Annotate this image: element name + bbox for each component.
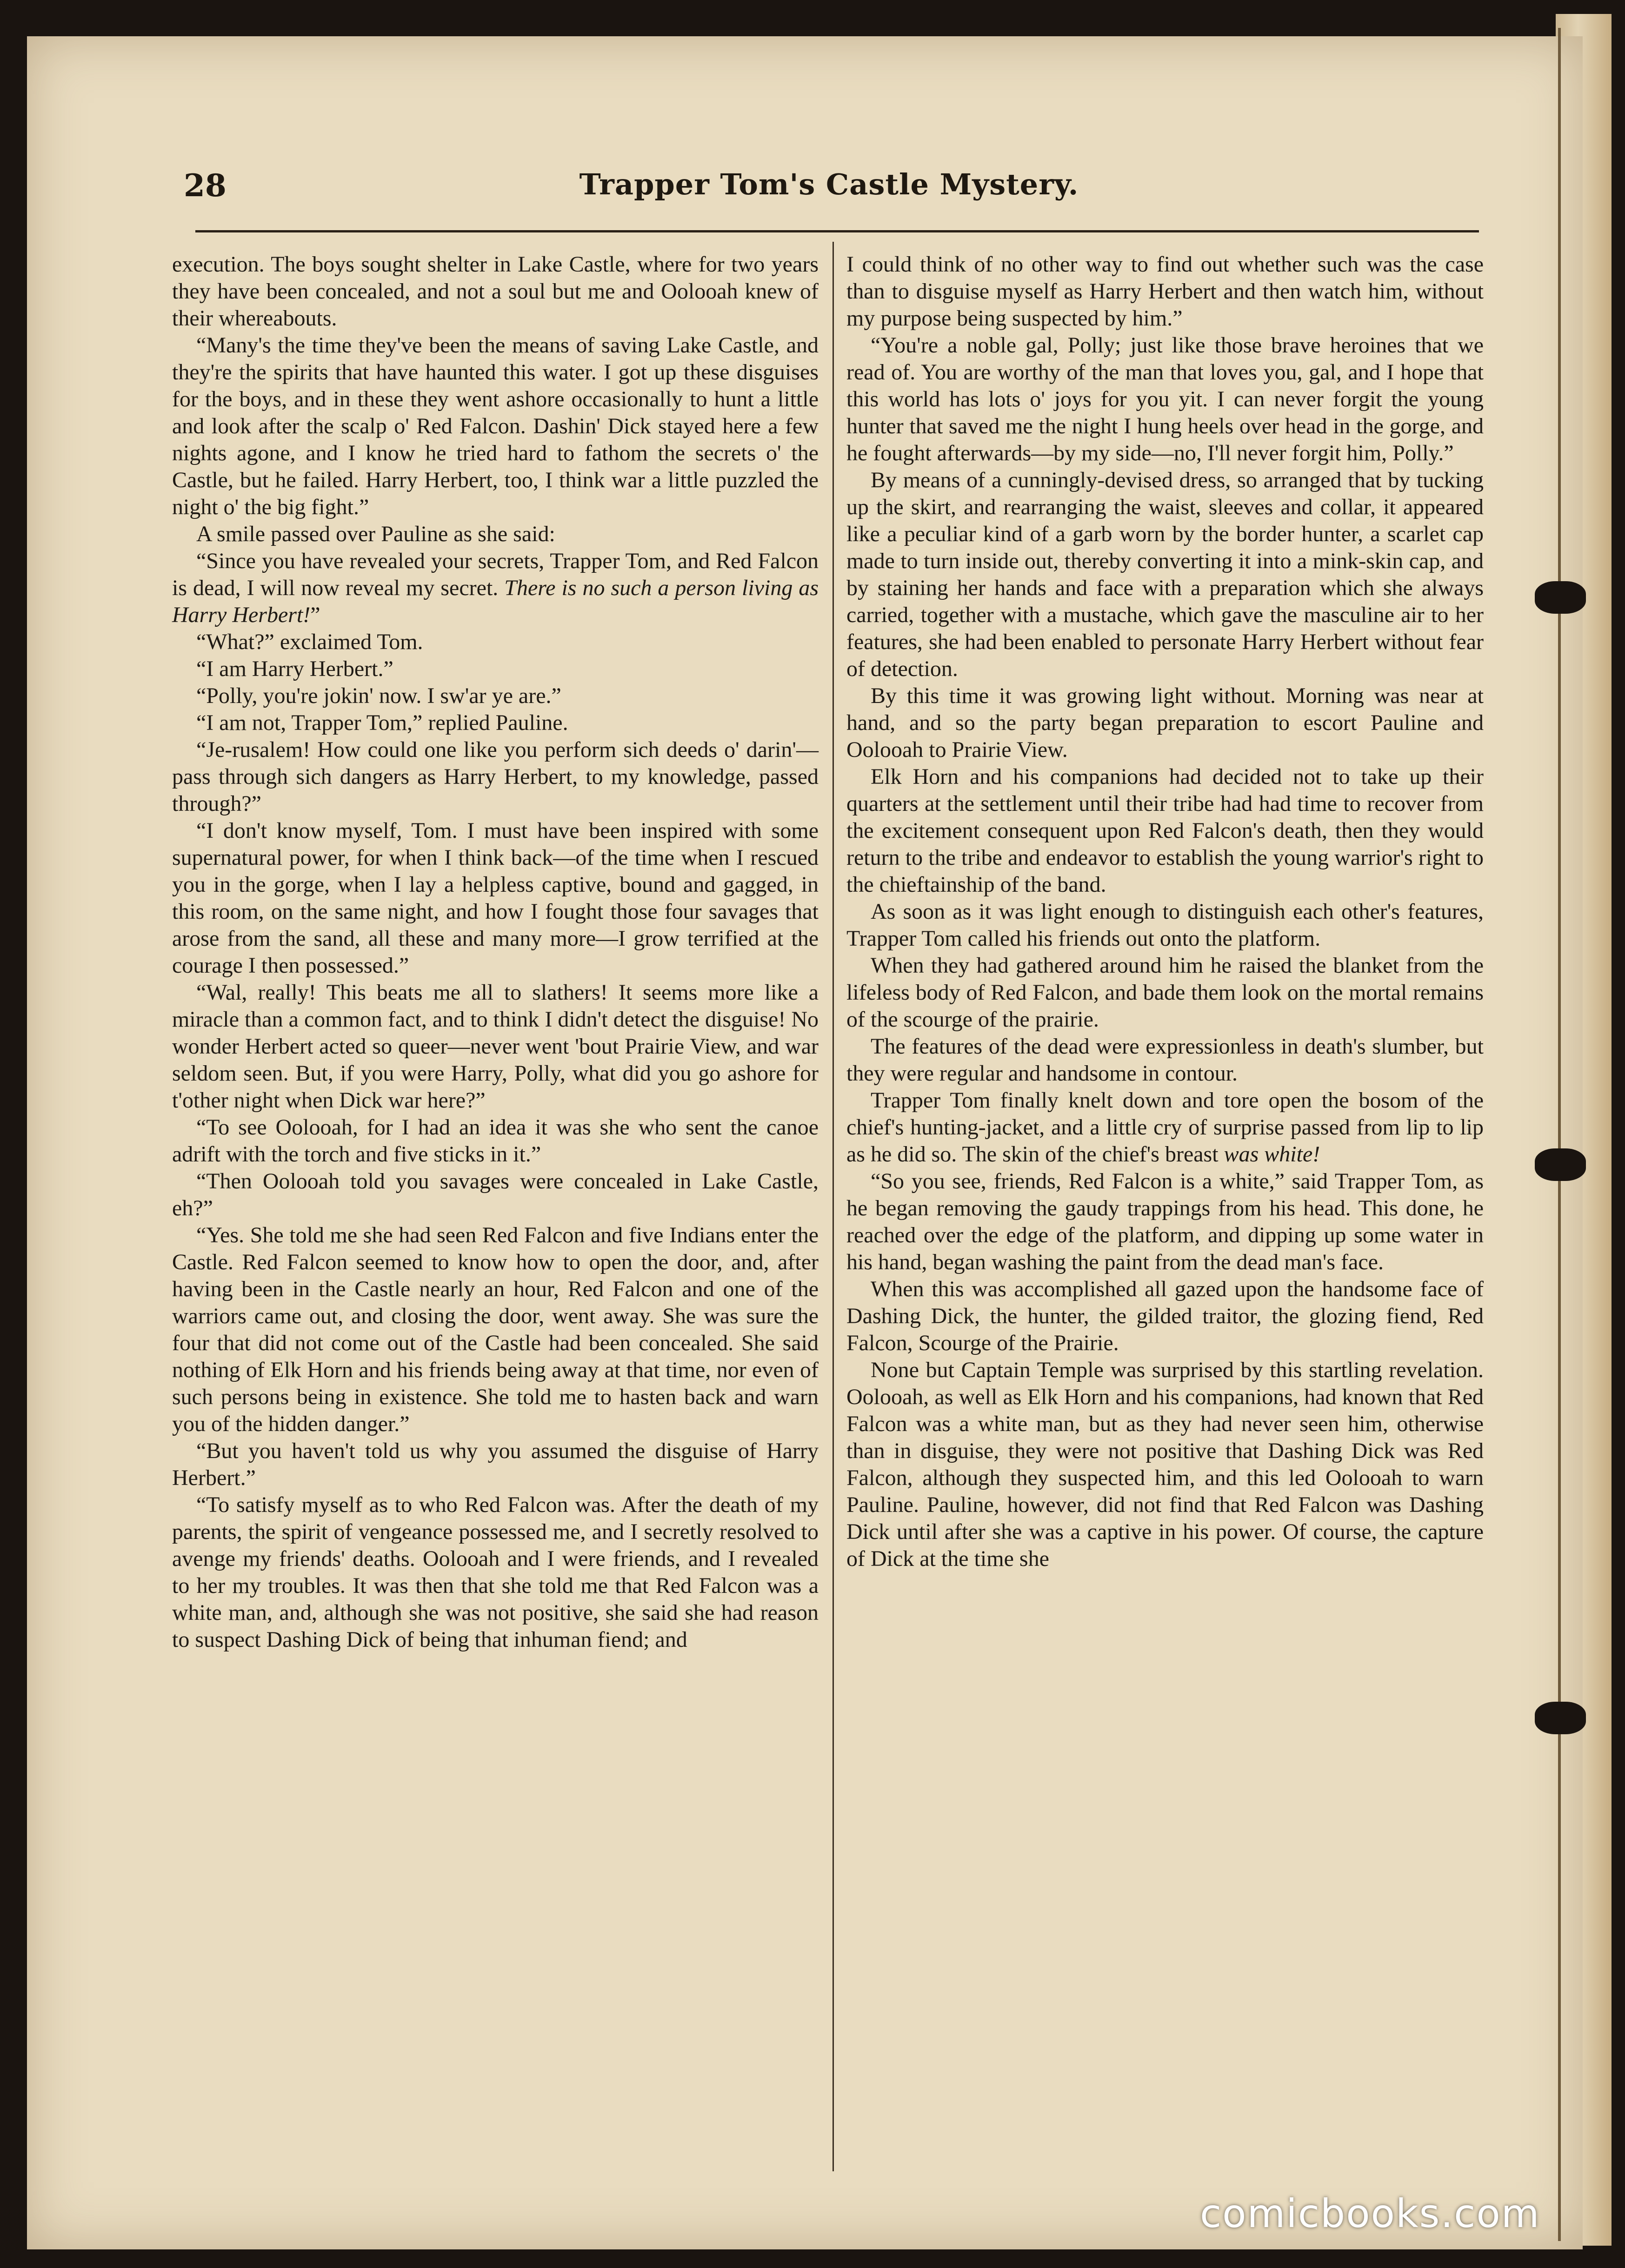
paragraph: “Then Oolooah told you savages were concealed in Lake Castle, eh?” (172, 1169, 819, 1220)
paragraph: “But you haven't told us why you assumed the disguise of Harry Herbert.” (172, 1439, 819, 1490)
paragraph: By means of a cunningly-devised dress, so arranged that by tucking up the skirt, and rearranging the waist, sleeves and collar, it appeared like a peculiar kind of a garb worn by the border hunter, a scarlet cap made to turn inside out, thereby converting it into a mink-skin cap, and by staining her hands and face with a preparation which she always carried, together with a mustache, which gave the masculine air to her features, she had been enabled to personate Harry Herbert without fear of detection. (846, 468, 1484, 681)
left-column (172, 251, 819, 1653)
paragraph: “Yes. She told me she had seen Red Falcon and five Indians enter the Castle. Red Falcon seemed to know how to open the door, and, after having been in the Castle nearly an hour, Red Falcon and one of the warriors came out, and closing the door, went away. She was sure the four that did not come out of the Castle had been concealed. She said nothing of Elk Horn and his friends being away at that time, nor even of such persons being in existence. She told me to hasten back and warn you of the hidden danger.” (172, 1223, 819, 1436)
page-tear (1535, 1148, 1586, 1181)
header-rule (195, 230, 1479, 232)
page-tear (1535, 1702, 1586, 1734)
paragraph: Trapper Tom finally knelt down and tore open the bosom of the chief's hunting-jacket, and a little cry of surprise passed from lip to lip as he did so. The skin of the chief's breast was white! (846, 1088, 1484, 1167)
page-header (184, 167, 1474, 209)
paragraph: When this was accomplished all gazed upon the handsome face of Dashing Dick, the hunter, the gilded traitor, the glozing fiend, Red Falcon, Scourge of the Prairie. (846, 1277, 1484, 1355)
page-tear (1535, 581, 1586, 614)
column-divider (832, 242, 834, 2171)
paragraph: “Wal, really! This beats me all to slathers! It seems more like a miracle than a common fact, and to think I didn't detect the disguise! No wonder Herbert acted so queer—never went 'bout Prairie View, and war seldom seen. But, if you were Harry, Polly, what did you go ashore for t'other night when Dick war here?” (172, 980, 819, 1113)
paragraph: “To see Oolooah, for I had an idea it was she who sent the canoe adrift with the torch and five sticks in it.” (172, 1115, 819, 1167)
paragraph: As soon as it was light enough to distinguish each other's features, Trapper Tom called his friends out onto the platform. (846, 899, 1484, 951)
paragraph: “Je-rusalem! How could one like you perform sich deeds o' darin'—pass through sich dangers as Harry Herbert, to my knowledge, passed through?” (172, 737, 819, 816)
page-number: 28 (184, 167, 226, 204)
paragraph: “What?” exclaimed Tom. (196, 630, 423, 654)
paragraph: “Polly, you're jokin' now. I sw'ar ye are.” (196, 683, 561, 708)
paragraph: “I am Harry Herbert.” (196, 657, 393, 681)
paragraph: “I don't know myself, Tom. I must have been inspired with some supernatural power, for when I think back—of the time when I rescued you in the gorge, when I lay a helpless captive, bound and gagged, in this room, on the same night, and how I fought those four savages that arose from the sand, all these and many more—I grow terrified at the courage I then possessed.” (172, 818, 819, 978)
right-column (846, 251, 1484, 1572)
paragraph: “To satisfy myself as to who Red Falcon was. After the death of my parents, the spirit of vengeance possessed me, and I secretly resolved to avenge my friends' deaths. Oolooah and I were friends, and I revealed to her my troubles. It was then that she told me that Red Falcon was a white man, and, although she was not positive, she said she had reason to suspect Dashing Dick of being that inhuman fiend; and (172, 1492, 819, 1652)
paragraph: When they had gathered around him he raised the blanket from the lifeless body of Red Falcon, and bade them look on the mortal remains of the scourge of the prairie. (846, 953, 1484, 1032)
page-spine (1558, 28, 1561, 2241)
paragraph: “Many's the time they've been the means of saving Lake Castle, and they're the spirits that have haunted this water. I got up these disguises for the boys, and in these they went ashore occasionally to hunt a little and look after the scalp o' Red Falcon. Dashin' Dick stayed here a few nights agone, and I know he tried hard to fathom the secrets o' the Castle, but he failed. Harry Herbert, too, I think war a little puzzled the night o' the big fight.” (172, 333, 819, 519)
watermark: comicbooks.com (1200, 2191, 1540, 2236)
paragraph: “Since you have revealed your secrets, Trapper Tom, and Red Falcon is dead, I will now reveal my secret. There is no such a person living as Harry Herbert!” (172, 549, 819, 627)
paragraph: Elk Horn and his companions had decided not to take up their quarters at the settlement until their tribe had had time to recover from the excitement consequent upon Red Falcon's death, then they would return to the tribe and endeavor to establish the young warrior's right to the chieftainship of the band. (846, 764, 1484, 897)
paragraph: “You're a noble gal, Polly; just like those brave heroines that we read of. You are worthy of the man that loves you, gal, and I hope that this world has lots o' joys for you yit. I can never forgit the young hunter that saved me the night I hung heels over head in the gorge, and he fought afterwards—by my side—no, I'll never forgit him, Polly.” (846, 333, 1484, 465)
paragraph: execution. The boys sought shelter in Lake Castle, where for two years they have been concealed, and not a soul but me and Oolooah knew of their whereabouts. (172, 252, 819, 331)
paragraph: By this time it was growing light without. Morning was near at hand, and so the party began preparation to escort Pauline and Oolooah to Prairie View. (846, 683, 1484, 762)
paragraph: “So you see, friends, Red Falcon is a white,” said Trapper Tom, as he began removing the gaudy trappings from his head. This done, he reached over the edge of the platform, and dipping up some water in his hand, began washing the paint from the dead man's face. (846, 1169, 1484, 1274)
paragraph: “I am not, Trapper Tom,” replied Pauline. (196, 710, 568, 735)
paragraph: None but Captain Temple was surprised by this startling revelation. Oolooah, as well as Elk Horn and his companions, had known that Red Falcon was a white man, but as they had never seen him, otherwise than in disguise, they were not positive that Dashing Dick was Red Falcon, although they suspected him, and this led Oolooah to warn Pauline. Pauline, however, did not find that Red Falcon was Dashing Dick until after she was a captive in his power. Of course, the capture of Dick at the time she (846, 1358, 1484, 1571)
paragraph: The features of the dead were expressionless in death's slumber, but they were regular and handsome in contour. (846, 1034, 1484, 1086)
paragraph: I could think of no other way to find out whether such was the case than to disguise myself as Harry Herbert and then watch him, without my purpose being suspected by him.” (846, 252, 1484, 331)
paragraph: A smile passed over Pauline as she said: (196, 522, 555, 546)
running-title: Trapper Tom's Castle Mystery. (579, 167, 1079, 201)
